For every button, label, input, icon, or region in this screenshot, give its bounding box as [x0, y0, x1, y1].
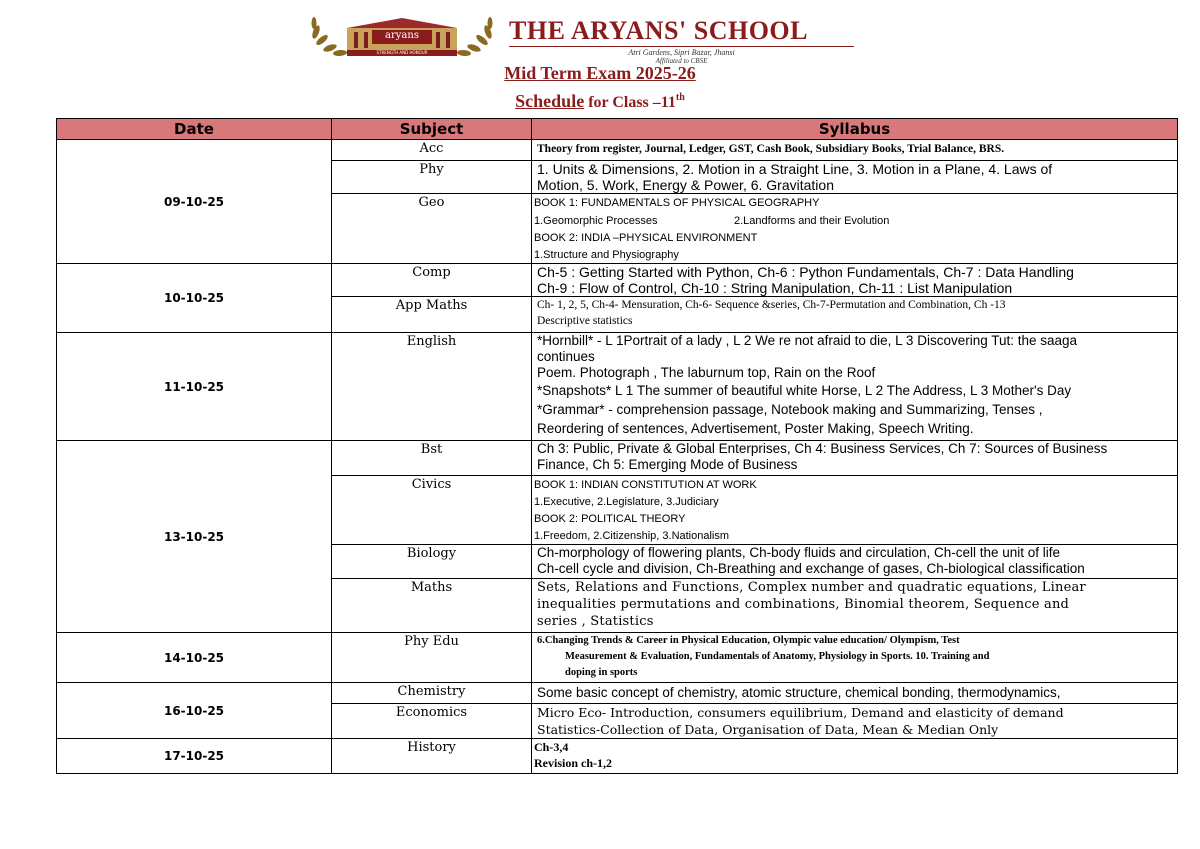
subject-cell: History: [332, 739, 532, 774]
syllabus-cell: Micro Eco- Introduction, consumers equilibrium, Demand and elasticity of demand Statistics-Collection of Data, Organisation of Data, Mean & Median Only: [532, 704, 1178, 739]
syllabus-cell: 6.Changing Trends & Career in Physical Education, Olympic value education/ Olympism, Test Measurement & Evaluation, Fundamentals of Anatomy, Physiology in Sports. 10. Training and doping in sports: [532, 633, 1178, 683]
subject-cell: Phy Edu: [332, 633, 532, 683]
syllabus-cell: BOOK 1: FUNDAMENTALS OF PHYSICAL GEOGRAPHY 1.Geomorphic Processes 2.Landforms and their Evolution BOOK 2: INDIA –PHYSICAL ENVIRONMENT 1.Structure and Physiography: [532, 194, 1178, 264]
table-row: [57, 739, 1178, 774]
schedule-table: [56, 118, 1178, 774]
subject-cell: Economics: [332, 704, 532, 739]
brand-divider: [509, 46, 854, 47]
subject-cell: Phy: [332, 161, 532, 194]
syllabus-cell: Ch- 1, 2, 5, Ch-4- Mensuration, Ch-6- Sequence &series, Ch-7-Permutation and Combination, Ch -13 Descriptive statistics: [532, 297, 1178, 333]
date-cell: 13-10-25: [57, 441, 332, 633]
syllabus-cell: *Hornbill* - L 1Portrait of a lady , L 2 We re not afraid to die, L 3 Discovering Tut: the saaga continues Poem. Photograph , The laburnum top, Rain on the Roof *Snapshots* L 1 The summer of beautiful white Horse, L 2 The Address, L 3 Mother's Day *Grammar* - comprehension passage, Notebook making and Summarizing, Tenses , Reordering of sentences, Advertisement, Poster Making, Speech Writing.: [532, 333, 1178, 441]
date-cell: 17-10-25: [57, 739, 332, 774]
syllabus-cell: Ch-morphology of flowering plants, Ch-body fluids and circulation, Ch-cell the unit of life Ch-cell cycle and division, Ch-Breathing and exchange of gases, Ch-biological classification: [532, 545, 1178, 579]
subject-cell: English: [332, 333, 532, 441]
header-subject: Subject: [332, 119, 532, 140]
date-cell: 14-10-25: [57, 633, 332, 683]
table-row: [57, 683, 1178, 704]
syllabus-cell: Ch-3,4 Revision ch-1,2: [532, 739, 1178, 774]
syllabus-cell: Sets, Relations and Functions, Complex number and quadratic equations, Linear inequalities permutations and combinations, Binomial theorem, Sequence and series , Statistics: [532, 579, 1178, 633]
header-syllabus: Syllabus: [532, 119, 1178, 140]
school-logo: [302, 10, 862, 65]
school-affiliation: Affiliated to CBSE: [655, 57, 708, 65]
emblem-motto: STRENGTH AND HONOUR: [376, 50, 428, 55]
emblem-text: aryans: [385, 30, 419, 41]
subject-cell: Civics: [332, 476, 532, 545]
exam-title: Mid Term Exam 2025-26: [504, 63, 696, 83]
syllabus-cell: Some basic concept of chemistry, atomic structure, chemical bonding, thermodynamics,: [532, 683, 1178, 704]
table-header-row: [57, 119, 1178, 140]
subject-cell: Geo: [332, 194, 532, 264]
syllabus-cell: BOOK 1: INDIAN CONSTITUTION AT WORK 1.Executive, 2.Legislature, 3.Judiciary BOOK 2: POLITICAL THEORY 1.Freedom, 2.Citizenship, 3.Nationalism: [532, 476, 1178, 545]
table-row: [57, 140, 1178, 161]
date-cell: 11-10-25: [57, 333, 332, 441]
date-cell: 09-10-25: [57, 140, 332, 264]
school-brand: [509, 18, 859, 65]
table-row: [57, 441, 1178, 476]
syllabus-cell: Ch 3: Public, Private & Global Enterprises, Ch 4: Business Services, Ch 7: Sources of Business Finance, Ch 5: Emerging Mode of Business: [532, 441, 1178, 476]
subject-cell: Comp: [332, 264, 532, 297]
table-row: [57, 264, 1178, 297]
table-row: [57, 333, 1178, 441]
subject-cell: App Maths: [332, 297, 532, 333]
subject-cell: Chemistry: [332, 683, 532, 704]
syllabus-cell: Ch-5 : Getting Started with Python, Ch-6 : Python Fundamentals, Ch-7 : Data Handling Ch-9 : Flow of Control, Ch-10 : String Manipulation, Ch-11 : List Manipulation: [532, 264, 1178, 297]
subject-cell: Acc: [332, 140, 532, 161]
date-cell: 10-10-25: [57, 264, 332, 333]
table-row: [57, 633, 1178, 683]
subject-cell: Bst: [332, 441, 532, 476]
header-date: Date: [57, 119, 332, 140]
schedule-subtitle: Schedule for Class –11th: [515, 91, 685, 111]
subject-cell: Maths: [332, 579, 532, 633]
school-name: THE ARYANS' SCHOOL: [509, 16, 808, 45]
syllabus-cell: 1. Units & Dimensions, 2. Motion in a Straight Line, 3. Motion in a Plane, 4. Laws of Motion, 5. Work, Energy & Power, 6. Gravitation: [532, 161, 1178, 194]
syllabus-cell: Theory from register, Journal, Ledger, GST, Cash Book, Subsidiary Books, Trial Balance, BRS.: [532, 140, 1178, 161]
school-address: Atri Gardens, Sipri Bazar, Jhansi: [628, 48, 735, 57]
date-cell: 16-10-25: [57, 683, 332, 739]
subject-cell: Biology: [332, 545, 532, 579]
